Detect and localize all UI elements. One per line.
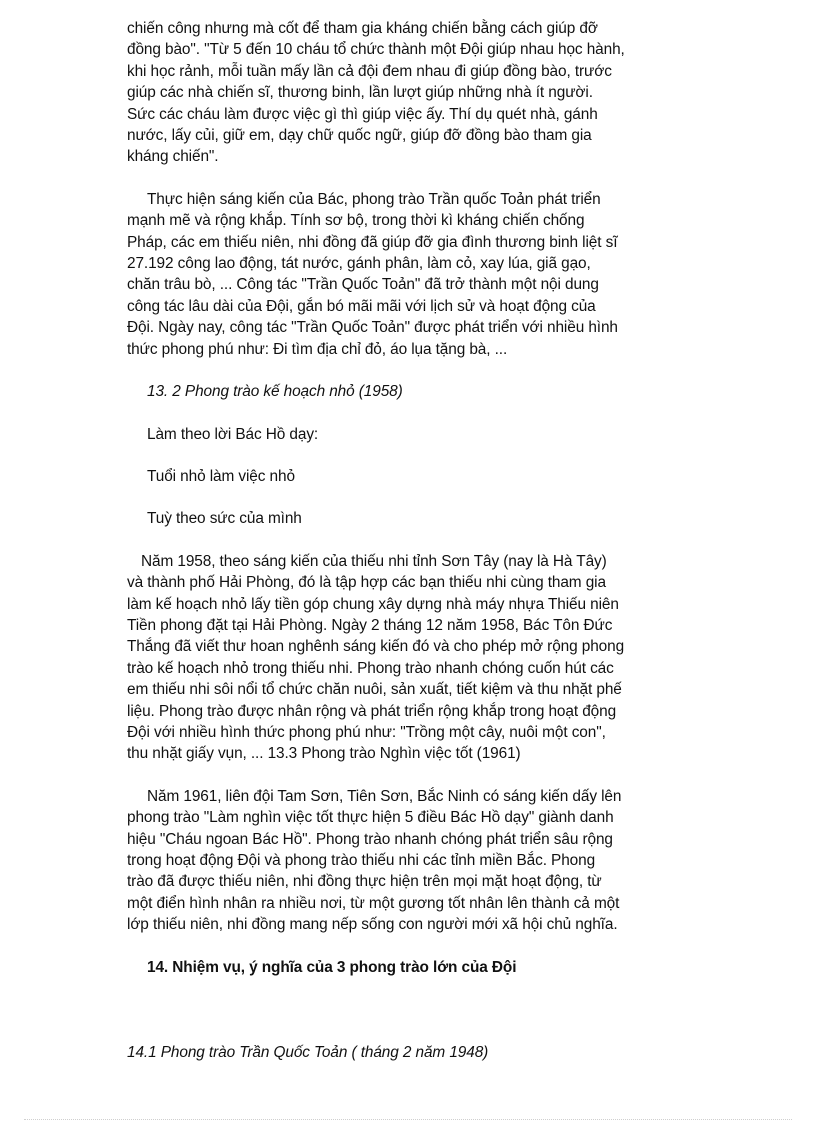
text-line: Sức các cháu làm được việc gì thì giúp việc ấy. Thí dụ quét nhà, gánh: [127, 105, 598, 123]
paragraph-tran-quoc-toan: [127, 189, 695, 360]
blank-space: [127, 999, 695, 1042]
text-line: Năm 1961, liên đội Tam Sơn, Tiên Sơn, Bắc Ninh có sáng kiến dấy lên: [147, 787, 622, 805]
text-line: em thiếu nhi sôi nổi tổ chức chăn nuôi, sản xuất, tiết kiệm và thu nhặt phế: [127, 681, 622, 699]
text-line: chiến công nhưng mà cốt để tham gia kháng chiến bằng cách giúp đỡ: [127, 20, 598, 37]
section-heading-14: 14. Nhiệm vụ, ý nghĩa của 3 phong trào lớn của Đội: [147, 958, 517, 976]
text-line: một điển hình nhân ra nhiều nơi, từ một gương tốt nhân lên thành cả một: [127, 894, 620, 912]
text-line: Đội với nhiều hình thức phong phú như: "Trồng một cây, nuôi một con",: [127, 723, 606, 741]
paragraph-intro: [127, 18, 695, 168]
text-line: phong trào "Làm nghìn việc tốt thực hiện 5 điều Bác Hồ dạy" giành danh: [127, 809, 614, 827]
text-line: 27.192 công lao động, tát nước, gánh phân, làm cỏ, xay lúa, giã gạo,: [127, 255, 591, 273]
text-line: và thành phố Hải Phòng, đó là tập hợp các bạn thiếu nhi cùng tham gia: [127, 574, 606, 592]
text-line: trào kế hoạch nhỏ trong thiếu nhi. Phong trào nhanh chóng cuốn hút các: [127, 659, 614, 677]
text-line: giúp các nhà chiến sĩ, thương binh, lần lượt giúp những nhà ít người.: [127, 84, 593, 102]
text-line: Năm 1958, theo sáng kiến của thiếu nhi tỉnh Sơn Tây (nay là Hà Tây): [141, 552, 607, 570]
text-line: liệu. Phong trào được nhân rộng và phát triển rộng khắp trong hoạt động: [127, 702, 617, 720]
text-line: Đội. Ngày nay, công tác "Trần Quốc Toản" được phát triển với nhiều hình: [127, 319, 618, 337]
text-line: Tiền phong đặt tại Hải Phòng. Ngày 2 tháng 12 năm 1958, Bác Tôn Đức: [127, 616, 613, 634]
text-line: chăn trâu bò, ... Công tác "Trần Quốc Toản" đã trở thành một nội dung: [127, 276, 599, 294]
quote-line: Làm theo lời Bác Hồ dạy:: [147, 425, 319, 443]
paragraph-ke-hoach-nho: [127, 551, 695, 765]
text-line: nước, lấy củi, giữ em, dạy chữ quốc ngữ, giúp đỡ đồng bào tham gia: [127, 127, 592, 145]
text-line: trong hoạt động Đội và phong trào thiếu nhi các tỉnh miền Bắc. Phong: [127, 852, 596, 869]
text-line: Pháp, các em thiếu niên, nhi đồng đã giúp đỡ gia đình thương binh liệt sĩ: [127, 233, 618, 251]
text-line: mạnh mẽ và rộng khắp. Tính sơ bộ, trong thời kì kháng chiến chống: [127, 212, 585, 230]
text-line: Thực hiện sáng kiến của Bác, phong trào Trần quốc Toản phát triển: [147, 190, 601, 208]
text-line: làm kế hoạch nhỏ lấy tiền góp chung xây dựng nhà máy nhựa Thiếu niên: [127, 595, 619, 613]
text-line: lớp thiếu niên, nhi đồng mang nếp sống con người mới xã hội chủ nghĩa.: [127, 916, 618, 934]
text-line: thu nhặt giấy vụn, ... 13.3 Phong trào Nghìn việc tốt (1961): [127, 745, 521, 763]
text-line: kháng chiến".: [127, 148, 219, 166]
page-bottom-rule: [24, 1119, 792, 1120]
text-line: khi học rảnh, mỗi tuần mấy lần cả đội đem nhau đi giúp đồng bào, trước: [127, 62, 612, 80]
text-line: công tác lâu dài của Đội, gắn bó mãi mãi với lịch sử và hoạt động của: [127, 297, 596, 315]
text-line: hiệu "Cháu ngoan Bác Hồ". Phong trào nhanh chóng phát triển sâu rộng: [127, 830, 613, 848]
text-line: thức phong phú như: Đi tìm địa chỉ đỏ, áo lụa tặng bà, ...: [127, 340, 508, 358]
quote-line: Tuổi nhỏ làm việc nhỏ: [147, 467, 295, 485]
document-page: [127, 18, 695, 1084]
paragraph-nghin-viec-tot: [127, 786, 695, 936]
section-heading-13-2: 13. 2 Phong trào kế hoạch nhỏ (1958): [147, 383, 403, 401]
text-line: Thắng đã viết thư hoan nghênh sáng kiến đó và cho phép mở rộng phong: [127, 638, 625, 656]
text-line: trào đã được thiếu niên, nhi đồng thực hiện trên mọi mặt hoạt động, từ: [127, 873, 602, 891]
section-heading-14-1: 14.1 Phong trào Trần Quốc Toản ( tháng 2 năm 1948): [127, 1044, 489, 1062]
quote-line: Tuỳ theo sức của mình: [147, 510, 302, 528]
text-line: đồng bào". "Từ 5 đến 10 cháu tổ chức thành một Đội giúp nhau học hành,: [127, 41, 625, 59]
